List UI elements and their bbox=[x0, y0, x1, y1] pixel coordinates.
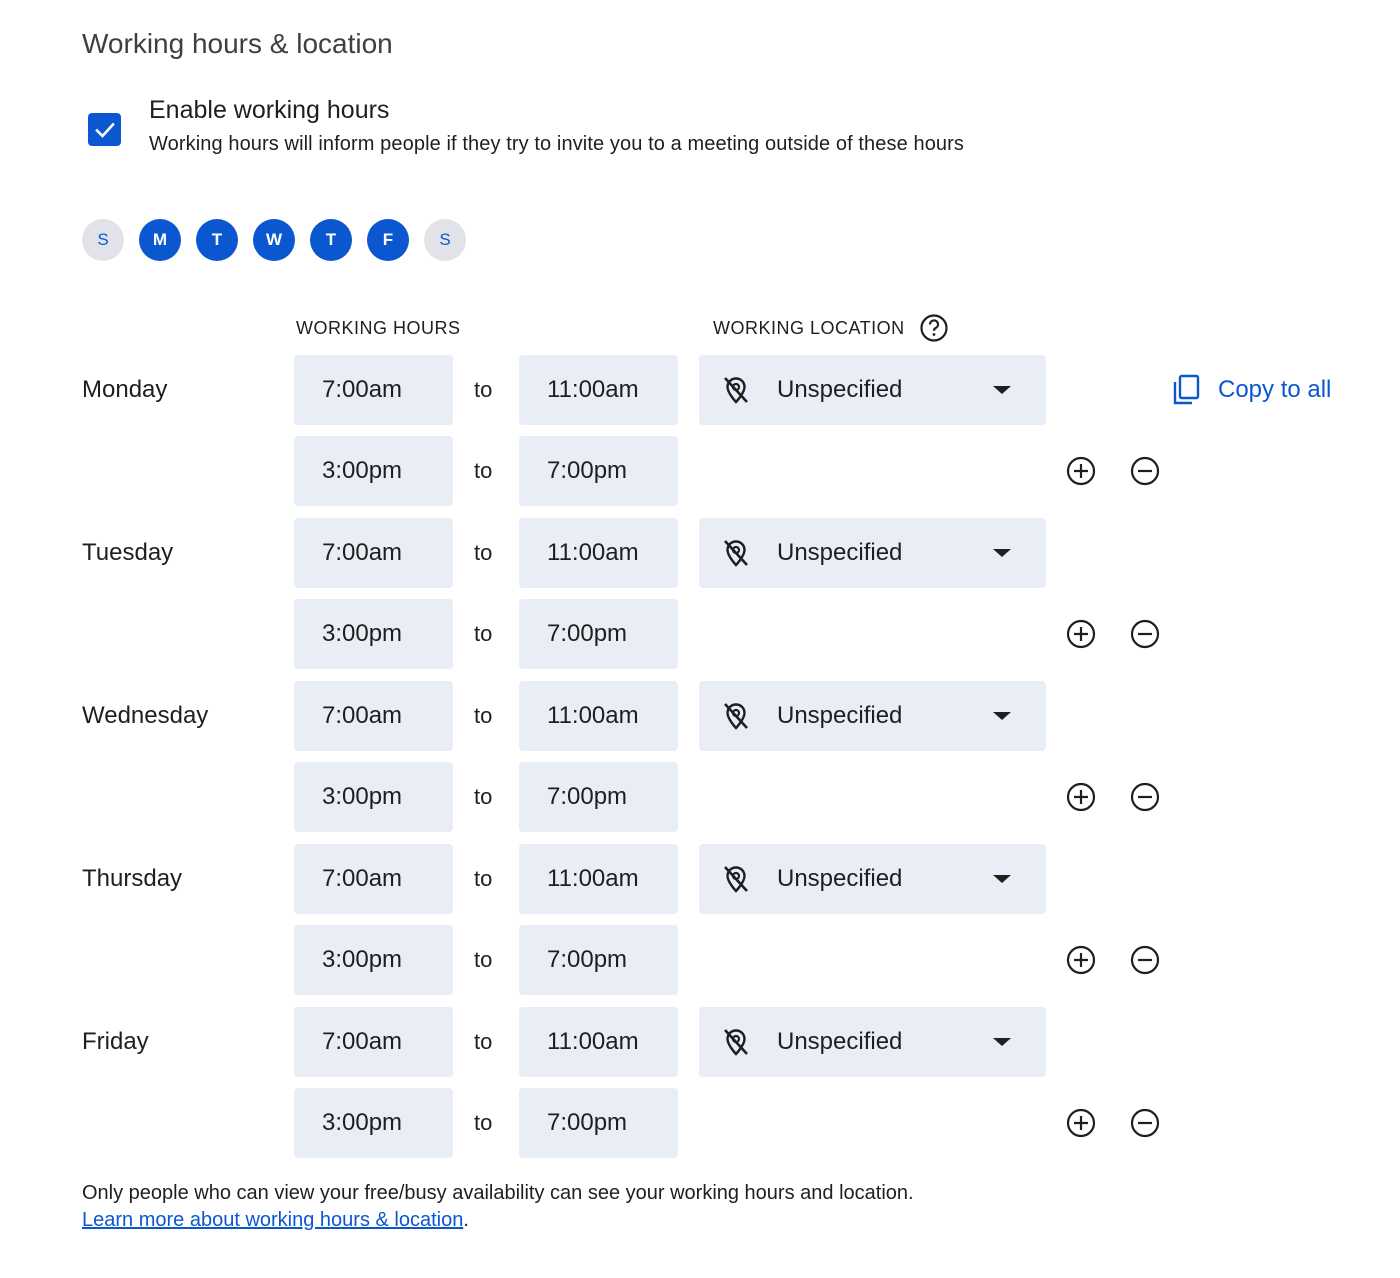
add-circle-icon[interactable] bbox=[1065, 618, 1097, 650]
learn-more-link[interactable]: Learn more about working hours & location bbox=[82, 1209, 464, 1231]
weekday-chip-thursday[interactable]: T bbox=[310, 219, 352, 261]
to-separator: to bbox=[474, 703, 493, 728]
copy-to-all-label: Copy to all bbox=[1218, 376, 1332, 403]
remove-circle-icon[interactable] bbox=[1129, 1107, 1161, 1139]
end-time-field[interactable]: 7:00pm bbox=[519, 599, 678, 669]
to-separator: to bbox=[474, 540, 493, 565]
weekday-chip-saturday[interactable]: S bbox=[424, 219, 466, 261]
end-time-field[interactable]: 11:00am bbox=[519, 681, 678, 751]
end-time-field[interactable]: 11:00am bbox=[519, 518, 678, 588]
footer-text: Only people who can view your free/busy availability can see your working hours and location. bbox=[82, 1182, 914, 1204]
working-hours-header: WORKING HOURS bbox=[296, 318, 461, 338]
weekday-chip-friday[interactable]: F bbox=[367, 219, 409, 261]
dropdown-arrow-icon bbox=[993, 549, 1011, 557]
remove-circle-icon[interactable] bbox=[1129, 455, 1161, 487]
start-time-field[interactable]: 7:00am bbox=[294, 844, 453, 914]
checkmark-icon bbox=[93, 118, 117, 142]
end-time-field[interactable]: 7:00pm bbox=[519, 925, 678, 995]
working-location-value: Unspecified bbox=[777, 539, 903, 566]
footer-link-suffix: . bbox=[463, 1209, 469, 1231]
working-location-value: Unspecified bbox=[777, 702, 903, 729]
end-time-field[interactable]: 7:00pm bbox=[519, 436, 678, 506]
day-label-thursday: Thursday bbox=[82, 865, 183, 892]
remove-circle-icon[interactable] bbox=[1129, 944, 1161, 976]
to-separator: to bbox=[474, 1029, 493, 1054]
enable-working-hours-description: Working hours will inform people if they try to invite you to a meeting outside of these hours bbox=[149, 133, 964, 155]
copy-icon bbox=[1172, 374, 1202, 406]
copy-to-all-button[interactable] bbox=[1172, 374, 1331, 406]
weekday-chip-tuesday[interactable]: T bbox=[196, 219, 238, 261]
remove-circle-icon[interactable] bbox=[1129, 781, 1161, 813]
enable-working-hours-label: Enable working hours bbox=[149, 96, 390, 124]
end-time-field[interactable]: 11:00am bbox=[519, 844, 678, 914]
working-location-dropdown-thursday[interactable] bbox=[699, 844, 1046, 914]
start-time-field[interactable]: 3:00pm bbox=[294, 762, 453, 832]
working-location-dropdown-friday[interactable] bbox=[699, 1007, 1046, 1077]
location-off-icon bbox=[721, 1027, 751, 1057]
end-time-field[interactable]: 7:00pm bbox=[519, 762, 678, 832]
weekday-selector bbox=[82, 219, 481, 261]
working-location-value: Unspecified bbox=[777, 1028, 903, 1055]
location-off-icon bbox=[721, 538, 751, 568]
dropdown-arrow-icon bbox=[993, 875, 1011, 883]
dropdown-arrow-icon bbox=[993, 1038, 1011, 1046]
day-label-tuesday: Tuesday bbox=[82, 539, 174, 566]
working-location-dropdown-wednesday[interactable] bbox=[699, 681, 1046, 751]
dropdown-arrow-icon bbox=[993, 386, 1011, 394]
enable-working-hours-checkbox[interactable] bbox=[88, 113, 121, 146]
weekday-chip-monday[interactable]: M bbox=[139, 219, 181, 261]
dropdown-arrow-icon bbox=[993, 712, 1011, 720]
working-location-dropdown-tuesday[interactable] bbox=[699, 518, 1046, 588]
working-location-value: Unspecified bbox=[777, 865, 903, 892]
location-off-icon bbox=[721, 375, 751, 405]
to-separator: to bbox=[474, 866, 493, 891]
to-separator: to bbox=[474, 621, 493, 646]
working-location-dropdown-monday[interactable] bbox=[699, 355, 1046, 425]
location-off-icon bbox=[721, 701, 751, 731]
start-time-field[interactable]: 7:00am bbox=[294, 355, 453, 425]
working-location-header: WORKING LOCATION bbox=[713, 318, 905, 338]
day-label-monday: Monday bbox=[82, 376, 168, 403]
add-circle-icon[interactable] bbox=[1065, 1107, 1097, 1139]
to-separator: to bbox=[474, 377, 493, 402]
add-circle-icon[interactable] bbox=[1065, 781, 1097, 813]
working-location-value: Unspecified bbox=[777, 376, 903, 403]
start-time-field[interactable]: 3:00pm bbox=[294, 1088, 453, 1158]
to-separator: to bbox=[474, 947, 493, 972]
end-time-field[interactable]: 11:00am bbox=[519, 1007, 678, 1077]
start-time-field[interactable]: 3:00pm bbox=[294, 599, 453, 669]
start-time-field[interactable]: 7:00am bbox=[294, 681, 453, 751]
remove-circle-icon[interactable] bbox=[1129, 618, 1161, 650]
footer-note bbox=[82, 1180, 914, 1234]
start-time-field[interactable]: 3:00pm bbox=[294, 436, 453, 506]
start-time-field[interactable]: 7:00am bbox=[294, 518, 453, 588]
day-label-wednesday: Wednesday bbox=[82, 702, 209, 729]
end-time-field[interactable]: 11:00am bbox=[519, 355, 678, 425]
weekday-chip-sunday[interactable]: S bbox=[82, 219, 124, 261]
location-off-icon bbox=[721, 864, 751, 894]
to-separator: to bbox=[474, 458, 493, 483]
add-circle-icon[interactable] bbox=[1065, 455, 1097, 487]
to-separator: to bbox=[474, 1110, 493, 1135]
add-circle-icon[interactable] bbox=[1065, 944, 1097, 976]
weekday-chip-wednesday[interactable]: W bbox=[253, 219, 295, 261]
enable-working-hours-row bbox=[88, 96, 964, 156]
end-time-field[interactable]: 7:00pm bbox=[519, 1088, 678, 1158]
start-time-field[interactable]: 7:00am bbox=[294, 1007, 453, 1077]
help-circle-icon[interactable] bbox=[919, 313, 949, 343]
page-title: Working hours & location bbox=[82, 28, 393, 59]
start-time-field[interactable]: 3:00pm bbox=[294, 925, 453, 995]
day-label-friday: Friday bbox=[82, 1028, 149, 1055]
to-separator: to bbox=[474, 784, 493, 809]
